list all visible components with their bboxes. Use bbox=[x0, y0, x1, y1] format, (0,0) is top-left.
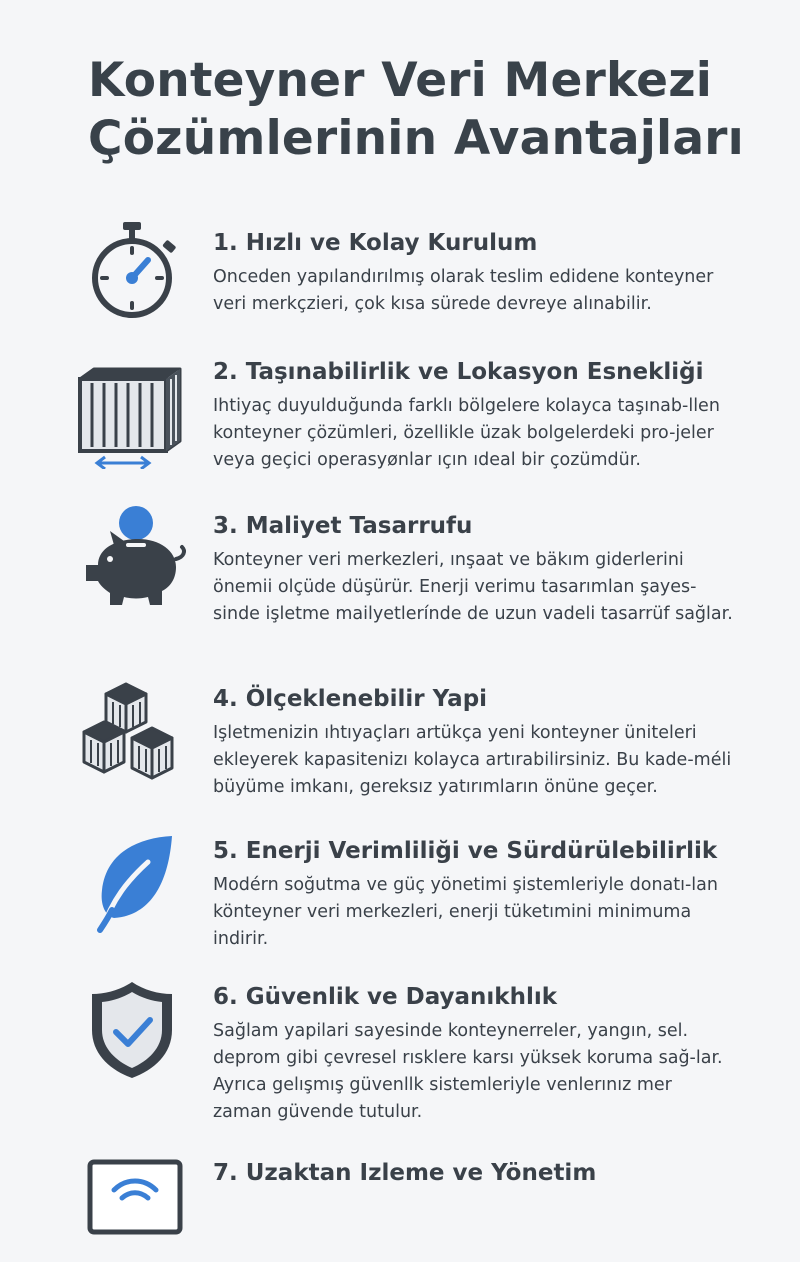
wifi-monitor-icon bbox=[76, 1158, 188, 1262]
item-heading: 6. Güvenlik ve Dayanıkhlık bbox=[213, 984, 558, 1010]
piggy-bank-icon bbox=[76, 505, 188, 609]
item-description: Ihtiyaç duyulduğunda farklı bölgelere kolayca taşınab-llen konteyner çözümleri, özellikle üzak bolgelerdeki pro-jeler veya geçici operasyønlar ıçın ıdeal bir çozümdür. bbox=[213, 396, 720, 470]
shipping-container-icon bbox=[76, 365, 188, 469]
leaf-icon bbox=[76, 830, 188, 934]
stacked-containers-icon bbox=[76, 680, 188, 784]
item-description: Konteyner veri merkezleri, ınşaat ve bäkım giderlerini önemii olçüde düşürür. Enerji verimu tasarımlan şayes-sinde işletme mailyetlerínde de uzun vadeli tasarrüf sağlar. bbox=[213, 550, 733, 624]
item-description: Sağlam yapilari sayesinde konteynerreler, yangın, sel. deprom gibi çevresel rısklere karsı yüksek koruma sağ-lar. Ayrıca gelışmış güvenllk sistemleriyle venlerınız mer zaman güvende tutulur. bbox=[213, 1021, 723, 1122]
page-title: Konteyner Veri Merkezi Çözümlerinin Avantajları bbox=[88, 53, 744, 166]
item-heading: 5. Enerji Verimliliği ve Sürdürülebilirlik bbox=[213, 838, 718, 864]
item-heading: 3. Maliyet Tasarrufu bbox=[213, 513, 473, 539]
item-heading: 1. Hızlı ve Kolay Kurulum bbox=[213, 230, 538, 256]
item-heading: 7. Uzaktan Izleme ve Yönetim bbox=[213, 1160, 597, 1186]
item-heading: 4. Ölçeklenebilir Yapi bbox=[213, 686, 488, 712]
stopwatch-icon bbox=[76, 220, 188, 324]
item-heading: 2. Taşınabilirlik ve Lokasyon Esnekliği bbox=[213, 359, 704, 385]
item-description: Modérn soğutma ve güç yönetimi şistemleriyle donatı-lan könteyner veri merkezleri, enerji tüketımini minimuma indirir. bbox=[213, 875, 718, 949]
item-description: Işletmenizin ıhtıyaçları artükça yeni konteyner üniteleri ekleyerek kapasitenizı kolayca artırabilirsiniz. Bu kade-méli büyüme imkanı, gereksız yatırımların önüne geçer. bbox=[213, 723, 732, 797]
shield-check-icon bbox=[76, 978, 188, 1082]
item-description: Onceden yapılandırılmış olarak teslim edidene konteyner veri merkçzieri, çok kısa sürede devreye alınabilir. bbox=[213, 267, 714, 314]
